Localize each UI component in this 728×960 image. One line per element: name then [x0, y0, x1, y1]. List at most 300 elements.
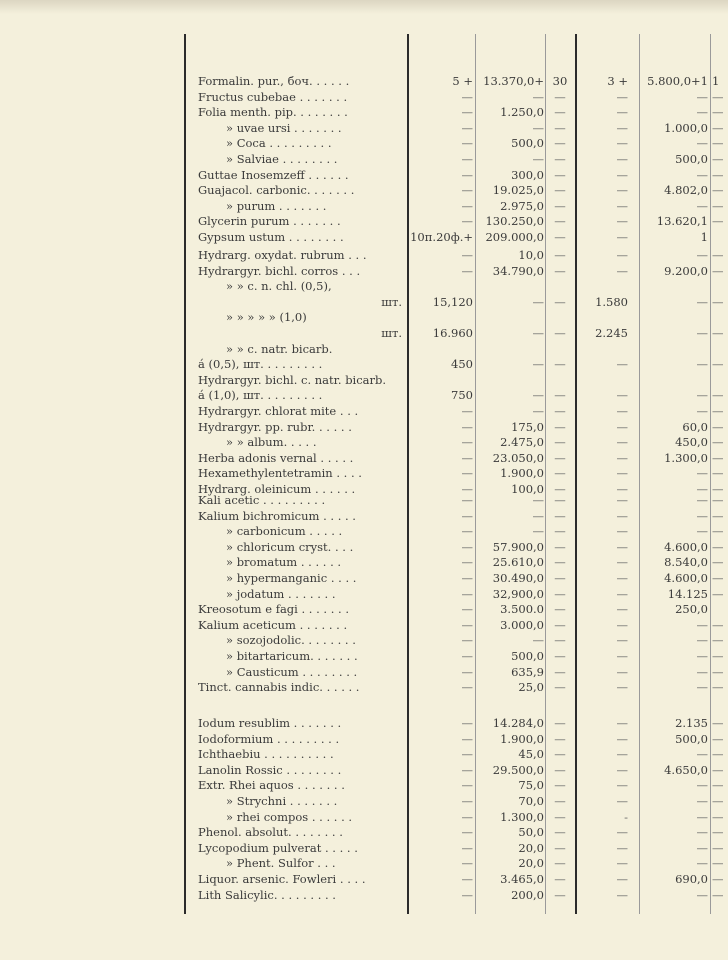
table-row: [0, 571, 728, 586]
value-cell-4: —: [616, 183, 628, 198]
item-name: » Strychni . . . . . . .: [226, 794, 338, 808]
value-cell-1: —: [461, 435, 473, 450]
value-cell-6: —: [712, 326, 724, 340]
table-row: [0, 587, 728, 602]
value-cell-3: —: [554, 230, 566, 244]
value-cell-2: —: [532, 89, 544, 104]
value-cell-3: —: [554, 493, 566, 507]
item-name: » Coca . . . . . . . . .: [226, 136, 332, 151]
value-cell-4: —: [616, 152, 628, 166]
value-cell-6: —: [712, 571, 724, 585]
value-cell-3: —: [554, 524, 566, 539]
value-cell-3: —: [554, 602, 566, 617]
value-cell-6: —: [712, 263, 724, 278]
value-cell-2: 635,9: [511, 664, 544, 679]
value-cell-4: —: [616, 214, 628, 229]
value-cell-1: —: [461, 664, 473, 679]
value-cell-5: 14.125: [667, 586, 708, 601]
value-cell-3: —: [554, 762, 566, 777]
value-cell-4: —: [616, 357, 628, 372]
value-cell-2: 3.000,0: [500, 617, 544, 632]
value-cell-2: 10,0: [518, 248, 544, 262]
value-cell-4: -: [624, 809, 628, 824]
value-cell-4: —: [616, 856, 628, 871]
item-name: » carbonicum . . . . .: [226, 524, 343, 539]
value-cell-2: 25.610,0: [492, 555, 544, 570]
value-cell-1: —: [461, 539, 473, 554]
value-cell-3: —: [554, 825, 566, 840]
value-cell-1: —: [461, 482, 473, 496]
value-cell-1: —: [461, 778, 473, 793]
value-cell-3: —: [554, 388, 566, 403]
value-cell-2: 30.490,0: [492, 571, 544, 585]
value-cell-1: —: [461, 602, 473, 617]
value-cell-4: —: [616, 633, 628, 648]
value-cell-1: —: [461, 809, 473, 824]
table-row: [0, 230, 728, 245]
value-cell-2: 32,900,0: [492, 586, 544, 601]
value-cell-5: 4.600,0: [664, 539, 708, 554]
item-name: Lanolin Rossic . . . . . . . .: [198, 762, 342, 777]
value-cell-3: —: [554, 466, 566, 481]
value-cell-5: —: [696, 856, 708, 871]
value-cell-6: —: [712, 248, 724, 262]
value-cell-3: —: [554, 778, 566, 793]
value-cell-6: —: [712, 357, 724, 372]
value-cell-5: —: [696, 388, 708, 403]
table-row: [0, 74, 728, 89]
item-name: Hydrargyr. pp. rubr. . . . . .: [198, 419, 352, 434]
value-cell-3: —: [554, 586, 566, 601]
item-name: » bitartaricum. . . . . . .: [226, 649, 358, 663]
value-cell-4: 1.580: [595, 294, 628, 309]
table-row: [0, 888, 728, 903]
value-cell-3: —: [554, 617, 566, 632]
value-cell-4: —: [616, 89, 628, 104]
value-cell-2: 45,0: [518, 747, 544, 762]
value-cell-1: —: [461, 493, 473, 507]
value-cell-3: —: [554, 555, 566, 570]
value-cell-2: —: [532, 357, 544, 372]
value-cell-5: —: [696, 649, 708, 663]
value-cell-6: —: [712, 482, 724, 496]
item-name: Guajacol. carbonic. . . . . . .: [198, 183, 355, 198]
value-cell-4: —: [616, 571, 628, 585]
value-cell-2: 1.300,0: [500, 809, 544, 824]
value-cell-2: 200,0: [511, 887, 544, 902]
value-cell-2: 3.465,0: [500, 872, 544, 886]
value-cell-4: —: [616, 586, 628, 601]
value-cell-4: —: [616, 466, 628, 481]
value-cell-4: —: [616, 539, 628, 554]
value-cell-5: 5.800,0+1: [647, 74, 708, 88]
value-cell-6: —: [712, 856, 724, 871]
value-cell-2: 50,0: [518, 825, 544, 840]
value-cell-5: —: [696, 794, 708, 808]
value-cell-6: —: [712, 167, 724, 182]
item-name: Herba adonis vernal . . . . .: [198, 450, 354, 465]
value-cell-4: —: [616, 493, 628, 507]
value-cell-6: —: [712, 680, 724, 695]
value-cell-2: 500,0: [511, 136, 544, 151]
value-cell-4: —: [616, 555, 628, 570]
value-cell-1: —: [461, 198, 473, 213]
value-cell-6: —: [712, 555, 724, 570]
value-cell-3: 30: [552, 74, 568, 88]
value-cell-2: 25,0: [518, 680, 544, 695]
value-cell-1: —: [461, 586, 473, 601]
value-cell-3: —: [554, 840, 566, 855]
value-cell-6: —: [712, 183, 724, 198]
value-cell-6: —: [712, 466, 724, 481]
value-cell-1: 15,120: [432, 294, 473, 309]
value-cell-6: —: [712, 450, 724, 465]
value-cell-1: —: [461, 89, 473, 104]
value-cell-3: —: [554, 263, 566, 278]
value-cell-2: —: [532, 508, 544, 523]
item-name: á (0,5), шт. . . . . . . . .: [198, 357, 323, 372]
value-cell-4: —: [616, 230, 628, 244]
value-cell-5: 250,0: [675, 602, 708, 617]
value-cell-3: —: [554, 856, 566, 871]
value-cell-1: —: [461, 680, 473, 695]
value-cell-6: —: [712, 105, 724, 120]
item-name: Liquor. arsenic. Fowleri . . . .: [198, 872, 366, 886]
value-cell-6: —: [712, 716, 724, 730]
value-cell-4: —: [616, 794, 628, 808]
value-cell-2: 209.000,0: [485, 230, 544, 244]
value-cell-5: —: [696, 167, 708, 182]
item-name: » purum . . . . . . .: [226, 198, 327, 213]
table-row: [0, 105, 728, 120]
value-cell-4: —: [616, 617, 628, 632]
item-name: Iodoformium . . . . . . . . .: [198, 731, 340, 746]
value-cell-5: 450,0: [675, 435, 708, 450]
value-cell-6: —: [712, 778, 724, 793]
value-cell-5: —: [696, 508, 708, 523]
value-cell-5: 4.802,0: [664, 183, 708, 198]
item-name: Hydrargyr. bichl. c. natr. bicarb.: [198, 372, 387, 387]
value-cell-2: 2.475,0: [500, 435, 544, 450]
value-cell-2: —: [532, 524, 544, 539]
value-cell-4: —: [616, 198, 628, 213]
value-cell-4: —: [616, 872, 628, 886]
value-cell-1: —: [461, 508, 473, 523]
item-name: » rhei compos . . . . . .: [226, 809, 353, 824]
value-cell-2: 29.500,0: [492, 762, 544, 777]
table-row: [0, 747, 728, 762]
value-cell-3: —: [554, 294, 566, 309]
value-cell-6: —: [712, 524, 724, 539]
value-cell-5: 8.540,0: [664, 555, 708, 570]
item-name: Lith Salicylic. . . . . . . . .: [198, 887, 336, 902]
value-cell-1: —: [461, 649, 473, 663]
table-row: [0, 388, 728, 403]
item-name: Hexamethylentetramin . . . .: [198, 466, 362, 481]
value-cell-2: 1.900,0: [500, 466, 544, 481]
value-cell-6: —: [712, 809, 724, 824]
value-cell-1: —: [461, 105, 473, 120]
value-cell-5: 9.200,0: [664, 263, 708, 278]
value-cell-5: —: [696, 887, 708, 902]
item-name: Gypsum ustum . . . . . . . .: [198, 230, 344, 244]
value-cell-2: —: [532, 388, 544, 403]
table-row: [0, 810, 728, 825]
value-cell-6: —: [712, 294, 724, 309]
value-cell-1: —: [461, 263, 473, 278]
value-cell-1: —: [461, 872, 473, 886]
value-cell-3: —: [554, 450, 566, 465]
value-cell-6: —: [712, 539, 724, 554]
value-cell-1: —: [461, 747, 473, 762]
value-cell-2: 13.370,0+: [483, 74, 544, 88]
table-row: [0, 602, 728, 617]
value-cell-1: —: [461, 404, 473, 418]
value-cell-6: —: [712, 872, 724, 886]
item-name: Hydrarg. oleinicum . . . . . .: [198, 482, 356, 496]
value-cell-6: —: [712, 152, 724, 166]
table-row: [0, 649, 728, 664]
value-cell-5: —: [696, 89, 708, 104]
value-cell-3: —: [554, 747, 566, 762]
item-name: » Phent. Sulfor . . .: [226, 856, 336, 871]
item-name: Tinct. cannabis indic. . . . . .: [198, 680, 360, 695]
table-row: [0, 732, 728, 747]
value-cell-1: 450: [451, 357, 473, 372]
value-cell-6: —: [712, 198, 724, 213]
table-row: [0, 183, 728, 198]
table-row: [0, 420, 728, 435]
value-cell-5: —: [696, 105, 708, 120]
value-cell-2: —: [532, 294, 544, 309]
table-row: [0, 264, 728, 279]
value-cell-2: 1.900,0: [500, 731, 544, 746]
item-name: Hydrargyr. bichl. corros . . .: [198, 263, 361, 278]
value-cell-4: —: [616, 825, 628, 840]
table-row: [0, 214, 728, 229]
value-cell-3: —: [554, 872, 566, 886]
value-cell-6: —: [712, 747, 724, 762]
value-cell-6: 1: [712, 74, 720, 88]
value-cell-4: —: [616, 731, 628, 746]
item-name: Kalium aceticum . . . . . . .: [198, 617, 348, 632]
value-cell-2: 100,0: [511, 482, 544, 496]
value-cell-4: —: [616, 105, 628, 120]
table-row: [0, 856, 728, 871]
value-cell-1: —: [461, 167, 473, 182]
value-cell-2: 130.250,0: [485, 214, 544, 229]
table-row: [0, 555, 728, 570]
table-row: [0, 665, 728, 680]
table-row: [0, 199, 728, 214]
value-cell-6: —: [712, 664, 724, 679]
value-cell-3: —: [554, 419, 566, 434]
value-cell-4: —: [616, 778, 628, 793]
value-cell-1: —: [461, 762, 473, 777]
item-name: Kreosotum e fagi . . . . . . .: [198, 602, 350, 617]
item-name: » uvae ursi . . . . . . .: [226, 120, 342, 135]
value-cell-5: 4.600,0: [664, 571, 708, 585]
value-cell-1: —: [461, 716, 473, 730]
value-cell-3: —: [554, 794, 566, 808]
table-row: [0, 279, 728, 294]
table-row: [0, 493, 728, 508]
value-cell-5: —: [696, 136, 708, 151]
item-name: Fructus cubebae . . . . . . .: [198, 89, 348, 104]
value-cell-4: —: [616, 248, 628, 262]
value-cell-5: —: [696, 493, 708, 507]
value-cell-3: —: [554, 89, 566, 104]
value-cell-4: —: [616, 136, 628, 151]
table-row: [0, 716, 728, 731]
value-cell-4: 3 +: [607, 74, 628, 88]
value-cell-1: —: [461, 840, 473, 855]
item-name: Folia menth. pip. . . . . . . .: [198, 105, 348, 120]
value-cell-6: —: [712, 419, 724, 434]
value-cell-4: —: [616, 167, 628, 182]
value-cell-3: —: [554, 152, 566, 166]
table-row: [0, 794, 728, 809]
value-cell-3: —: [554, 716, 566, 730]
value-cell-1: —: [461, 248, 473, 262]
value-cell-3: —: [554, 214, 566, 229]
value-cell-4: —: [616, 716, 628, 730]
value-cell-1: —: [461, 120, 473, 135]
value-cell-2: 19.025,0: [492, 183, 544, 198]
value-cell-6: —: [712, 136, 724, 151]
item-name: Lycopodium pulverat . . . . .: [198, 840, 358, 855]
value-cell-2: —: [532, 120, 544, 135]
table-row: [0, 633, 728, 648]
value-cell-4: —: [616, 482, 628, 496]
value-cell-1: —: [461, 152, 473, 166]
value-cell-1: —: [461, 136, 473, 151]
value-cell-4: —: [616, 602, 628, 617]
table-row: [0, 466, 728, 481]
value-cell-3: —: [554, 539, 566, 554]
value-cell-5: —: [696, 198, 708, 213]
table-row: [0, 90, 728, 105]
item-name: » » c. n. chl. (0,5),: [226, 279, 332, 294]
value-cell-5: —: [696, 357, 708, 372]
table-row: [0, 357, 728, 372]
value-cell-3: —: [554, 435, 566, 450]
table-row: [0, 435, 728, 450]
value-cell-2: —: [532, 326, 544, 340]
item-name: » bromatum . . . . . .: [226, 555, 342, 570]
value-cell-1: 750: [451, 388, 473, 403]
value-cell-5: —: [696, 326, 708, 340]
value-cell-6: —: [712, 508, 724, 523]
value-cell-4: —: [616, 747, 628, 762]
value-cell-6: —: [712, 731, 724, 746]
value-cell-3: —: [554, 633, 566, 648]
item-name: шт.: [381, 294, 402, 309]
table-row: [0, 618, 728, 633]
value-cell-1: 5 +: [452, 74, 473, 88]
value-cell-1: —: [461, 617, 473, 632]
value-cell-4: —: [616, 762, 628, 777]
value-cell-6: —: [712, 493, 724, 507]
value-cell-2: 20,0: [518, 840, 544, 855]
item-name: шт.: [381, 326, 402, 340]
value-cell-6: —: [712, 887, 724, 902]
value-cell-6: —: [712, 435, 724, 450]
value-cell-6: —: [712, 89, 724, 104]
item-name: Phenol. absolut. . . . . . . .: [198, 825, 343, 840]
value-cell-1: —: [461, 555, 473, 570]
value-cell-1: —: [461, 856, 473, 871]
value-cell-4: —: [616, 388, 628, 403]
value-cell-3: —: [554, 680, 566, 695]
value-cell-5: —: [696, 840, 708, 855]
value-cell-2: 2.975,0: [500, 198, 544, 213]
table-row: [0, 841, 728, 856]
value-cell-6: —: [712, 388, 724, 403]
table-row: [0, 168, 728, 183]
value-cell-5: —: [696, 524, 708, 539]
value-cell-2: 57.900,0: [492, 539, 544, 554]
value-cell-3: —: [554, 198, 566, 213]
value-cell-3: —: [554, 105, 566, 120]
value-cell-4: —: [616, 450, 628, 465]
value-cell-5: —: [696, 294, 708, 309]
table-row: [0, 680, 728, 695]
value-cell-4: —: [616, 649, 628, 663]
value-cell-2: 500,0: [511, 649, 544, 663]
value-cell-4: —: [616, 120, 628, 135]
item-name: » » c. natr. bicarb.: [226, 341, 333, 356]
value-cell-6: —: [712, 649, 724, 663]
table-row: [0, 763, 728, 778]
value-cell-2: 20,0: [518, 856, 544, 871]
value-cell-6: —: [712, 762, 724, 777]
item-name: » sozojodolic. . . . . . . .: [226, 633, 356, 648]
table-row: [0, 152, 728, 167]
value-cell-2: 75,0: [518, 778, 544, 793]
value-cell-6: —: [712, 840, 724, 855]
value-cell-5: —: [696, 617, 708, 632]
value-cell-5: —: [696, 809, 708, 824]
value-cell-5: —: [696, 747, 708, 762]
value-cell-4: —: [616, 840, 628, 855]
table-row: [0, 310, 728, 325]
value-cell-1: —: [461, 524, 473, 539]
table-row: [0, 778, 728, 793]
value-cell-3: —: [554, 571, 566, 585]
value-cell-2: —: [532, 633, 544, 648]
value-cell-3: —: [554, 167, 566, 182]
value-cell-2: 1.250,0: [500, 105, 544, 120]
value-cell-5: —: [696, 664, 708, 679]
value-cell-5: 60,0: [682, 419, 708, 434]
item-name: » hypermanganic . . . .: [226, 571, 357, 585]
value-cell-5: —: [696, 404, 708, 418]
value-cell-5: 690,0: [675, 872, 708, 886]
value-cell-2: 300,0: [511, 167, 544, 182]
table-row: [0, 136, 728, 151]
value-cell-5: —: [696, 680, 708, 695]
value-cell-1: —: [461, 887, 473, 902]
value-cell-3: —: [554, 248, 566, 262]
value-cell-1: —: [461, 825, 473, 840]
value-cell-5: —: [696, 778, 708, 793]
item-name: Hydrarg. oxydat. rubrum . . .: [198, 248, 367, 262]
value-cell-4: —: [616, 887, 628, 902]
value-cell-3: —: [554, 136, 566, 151]
table-row: [0, 326, 728, 341]
value-cell-4: —: [616, 419, 628, 434]
